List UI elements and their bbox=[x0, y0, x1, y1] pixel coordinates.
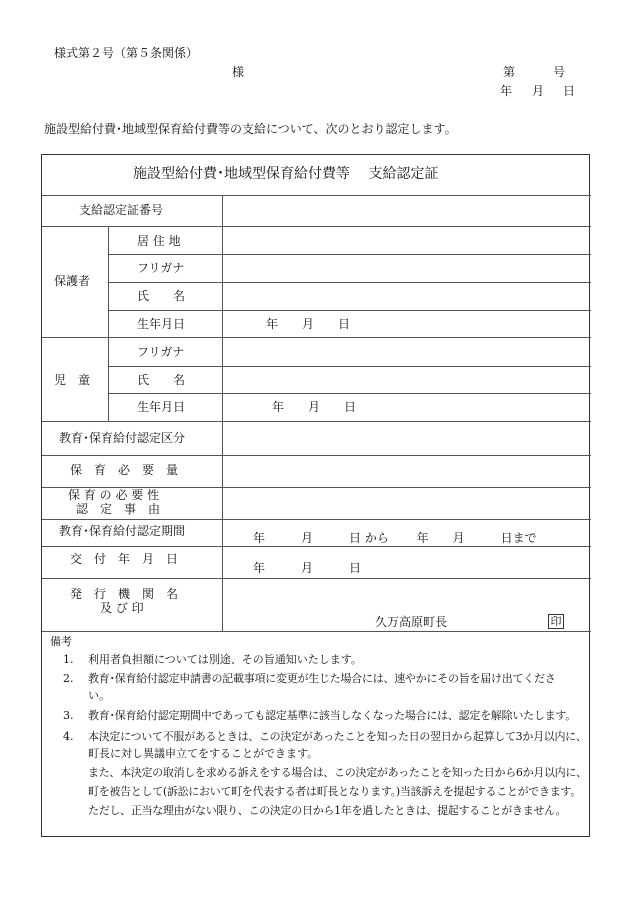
date-year: 年 bbox=[500, 84, 513, 98]
date-month: 月 bbox=[532, 84, 545, 98]
rule bbox=[42, 455, 591, 456]
rule bbox=[42, 578, 591, 579]
issuer-value: 久万高原町長 bbox=[375, 615, 448, 629]
rule bbox=[42, 226, 591, 227]
doc-number-prefix: 第 bbox=[503, 65, 516, 79]
necessity-reason-label-2: 認 定 事 由 bbox=[76, 502, 161, 516]
cert-number-label: 支給認定証番号 bbox=[79, 203, 164, 217]
note-line: 町を被告として(訴訟において町を代表する者は町長となります。)当該訴えを提起することができます。 bbox=[88, 785, 581, 798]
note-number: 4. bbox=[63, 730, 74, 743]
rule bbox=[108, 254, 591, 255]
necessity-reason-label-1: 保 育 の 必 要 性 bbox=[68, 488, 160, 502]
form-title: 施設型給付費･地域型保育給付費等 支給認定証 bbox=[133, 166, 439, 182]
doc-number-suffix: 号 bbox=[553, 65, 566, 79]
note-line: また、本決定の取消しを求める訴えをする場合は、この決定があったことを知った日から6か月以内に、 bbox=[88, 766, 587, 779]
category-label: 教育･保育給付認定区分 bbox=[59, 431, 186, 445]
rule bbox=[222, 195, 223, 631]
guardian-birth-label: 生年月日 bbox=[137, 317, 186, 331]
note-line: い。 bbox=[88, 689, 110, 702]
issuer-label-1: 発 行 機 関 名 bbox=[70, 587, 179, 601]
period-label: 教育･保育給付認定期間 bbox=[59, 524, 186, 538]
note-number: 3. bbox=[63, 709, 74, 722]
note-line: 教育･保育給付認定申請書の記載事項に変更が生じた場合には、速やかにその旨を届け出てくださ bbox=[88, 672, 556, 685]
issue-date-label: 交 付 年 月 日 bbox=[70, 552, 179, 566]
period-value: 年 月 日 から 年 月 日まで bbox=[253, 531, 537, 545]
form-number: 様式第２号（第５条関係） bbox=[54, 46, 199, 60]
note-number: 1. bbox=[63, 653, 74, 666]
rule bbox=[42, 421, 591, 422]
child-group-label: 児 童 bbox=[54, 373, 91, 387]
guardian-group-label: 保護者 bbox=[54, 274, 91, 288]
child-birth-label: 生年月日 bbox=[137, 400, 186, 414]
necessity-amount-label: 保 育 必 要 量 bbox=[70, 463, 179, 477]
rule bbox=[42, 546, 591, 547]
date-day: 日 bbox=[563, 84, 576, 98]
rule bbox=[108, 226, 109, 421]
notes-heading: 備考 bbox=[50, 635, 72, 648]
note-number: 2. bbox=[63, 672, 74, 685]
rule bbox=[42, 631, 591, 632]
note-line: 町長に対し異議申立てをすることができます。 bbox=[88, 747, 319, 760]
rule bbox=[108, 366, 591, 367]
rule bbox=[42, 195, 591, 196]
rule bbox=[108, 310, 591, 311]
note-line: 教育･保育給付認定期間中であっても認定基準に該当しなくなった場合には、認定を解除いたします。 bbox=[88, 709, 577, 722]
rule bbox=[108, 282, 591, 283]
note-line: 利用者負担額については別途、その旨通知いたします。 bbox=[88, 653, 362, 666]
intro-text: 施設型給付費･地域型保育給付費等の支給について、次のとおり認定します。 bbox=[44, 122, 457, 136]
guardian-birth-value: 年 月 日 bbox=[266, 317, 351, 331]
note-line: 本決定について不服があるときは、この決定があったことを知った日の翌日から起算して3か月以内に、 bbox=[88, 730, 587, 743]
child-furigana-label: フリガナ bbox=[137, 345, 185, 359]
guardian-furigana-label: フリガナ bbox=[137, 261, 185, 275]
rule bbox=[108, 393, 591, 394]
rule bbox=[42, 519, 591, 520]
addressee-suffix: 様 bbox=[232, 65, 245, 79]
guardian-name-label: 氏 名 bbox=[137, 289, 186, 303]
note-line: ただし、正当な理由がない限り、この決定の日から1年を過したときは、提起することがきません。 bbox=[88, 804, 567, 817]
issue-date-value: 年 月 日 bbox=[253, 561, 362, 575]
rule bbox=[42, 337, 591, 338]
child-birth-value: 年 月 日 bbox=[272, 400, 357, 414]
seal-box: 印 bbox=[548, 614, 564, 629]
guardian-address-label: 居 住 地 bbox=[137, 234, 181, 248]
issuer-label-2: 及 び 印 bbox=[100, 601, 144, 615]
child-name-label: 氏 名 bbox=[137, 373, 186, 387]
